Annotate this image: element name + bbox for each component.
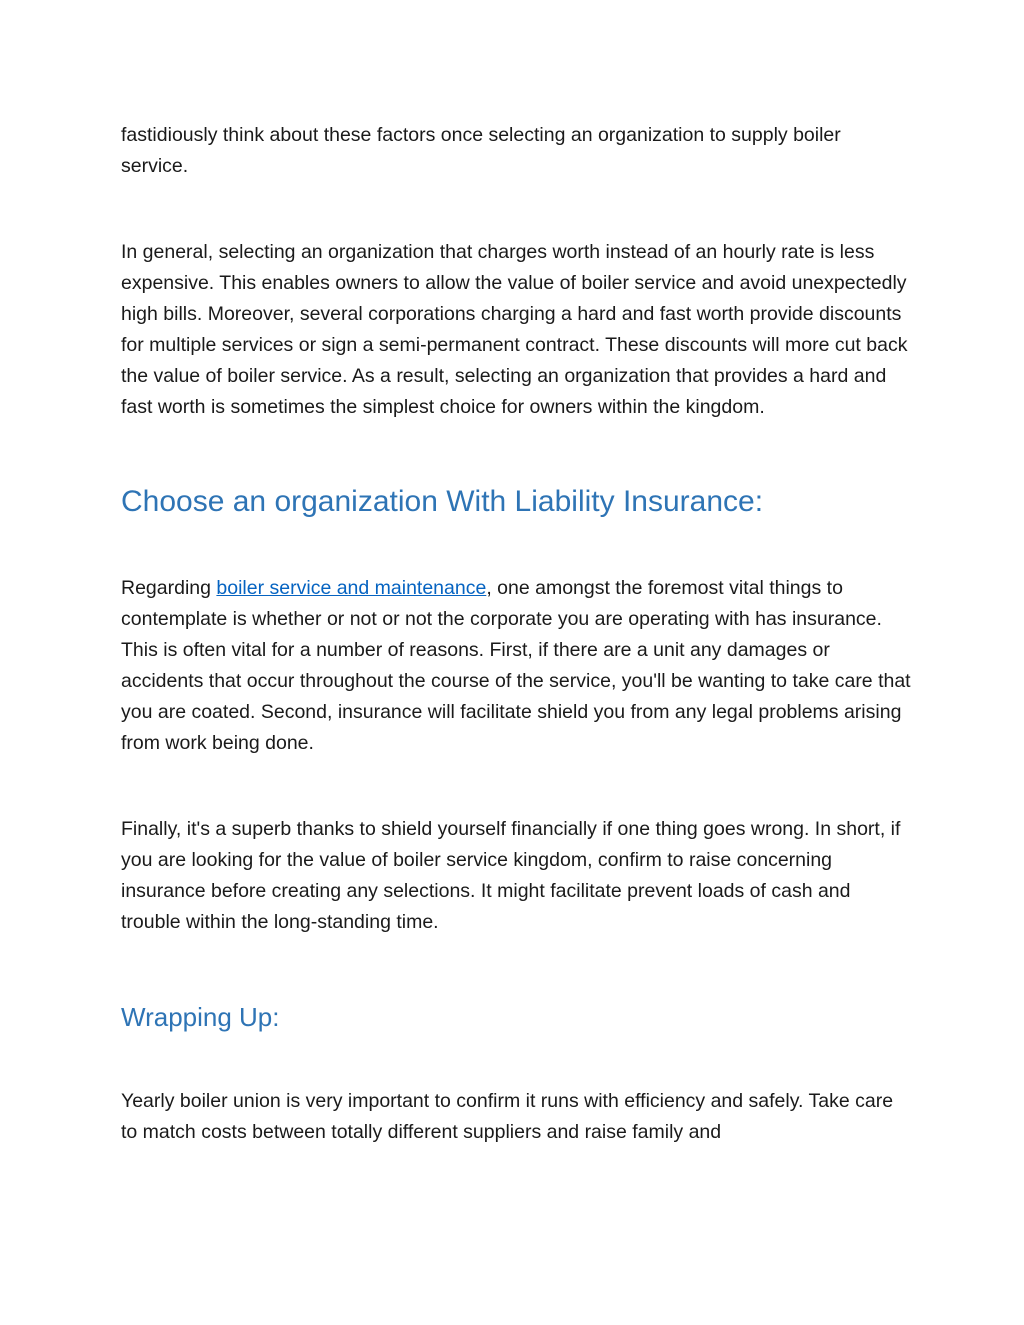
heading-wrapping-up: Wrapping Up: (121, 1002, 280, 1032)
boiler-service-link[interactable]: boiler service and maintenance (216, 577, 487, 599)
paragraph-insurance (121, 573, 911, 759)
paragraph-insurance-lead: Regarding (121, 577, 217, 599)
paragraph-financial-protection: Finally, it's a superb thanks to shield yourself financially if one thing goes wrong. In short, if you are looking for the value of boiler service kingdom, confirm to raise concerning insurance before creating any selections. It might facilitate prevent loads of cash and trouble within the long-standing time. (121, 818, 901, 933)
document-body (121, 120, 911, 1148)
paragraph-conclusion: Yearly boiler union is very important to confirm it runs with efficiency and safely. Take care to match costs between totally different suppliers and raise family and (121, 1090, 894, 1143)
paragraph-pricing: In general, selecting an organization that charges worth instead of an hourly rate is less expensive. This enables owners to allow the value of boiler service and avoid unexpectedly high bills. Moreover, several corporations charging a hard and fast worth provide discounts for multiple services or sign a semi-permanent contract. These discounts will more cut back the value of boiler service. As a result, selecting an organization that provides a hard and fast worth is sometimes the simplest choice for owners within the kingdom. (121, 241, 908, 418)
paragraph-intro-continuation: fastidiously think about these factors once selecting an organization to supply boiler service. (121, 124, 841, 177)
paragraph-insurance-rest: , one amongst the foremost vital things to contemplate is whether or not or not the corporate you are operating with has insurance. This is often vital for a number of reasons. First, if there are a unit any damages or accidents that occur throughout the course of the service, you'll be wanting to take care that you are coated. Second, insurance will facilitate shield you from any legal problems arising from work being done. (121, 577, 911, 754)
heading-liability-insurance: Choose an organization With Liability Insurance: (121, 485, 764, 518)
